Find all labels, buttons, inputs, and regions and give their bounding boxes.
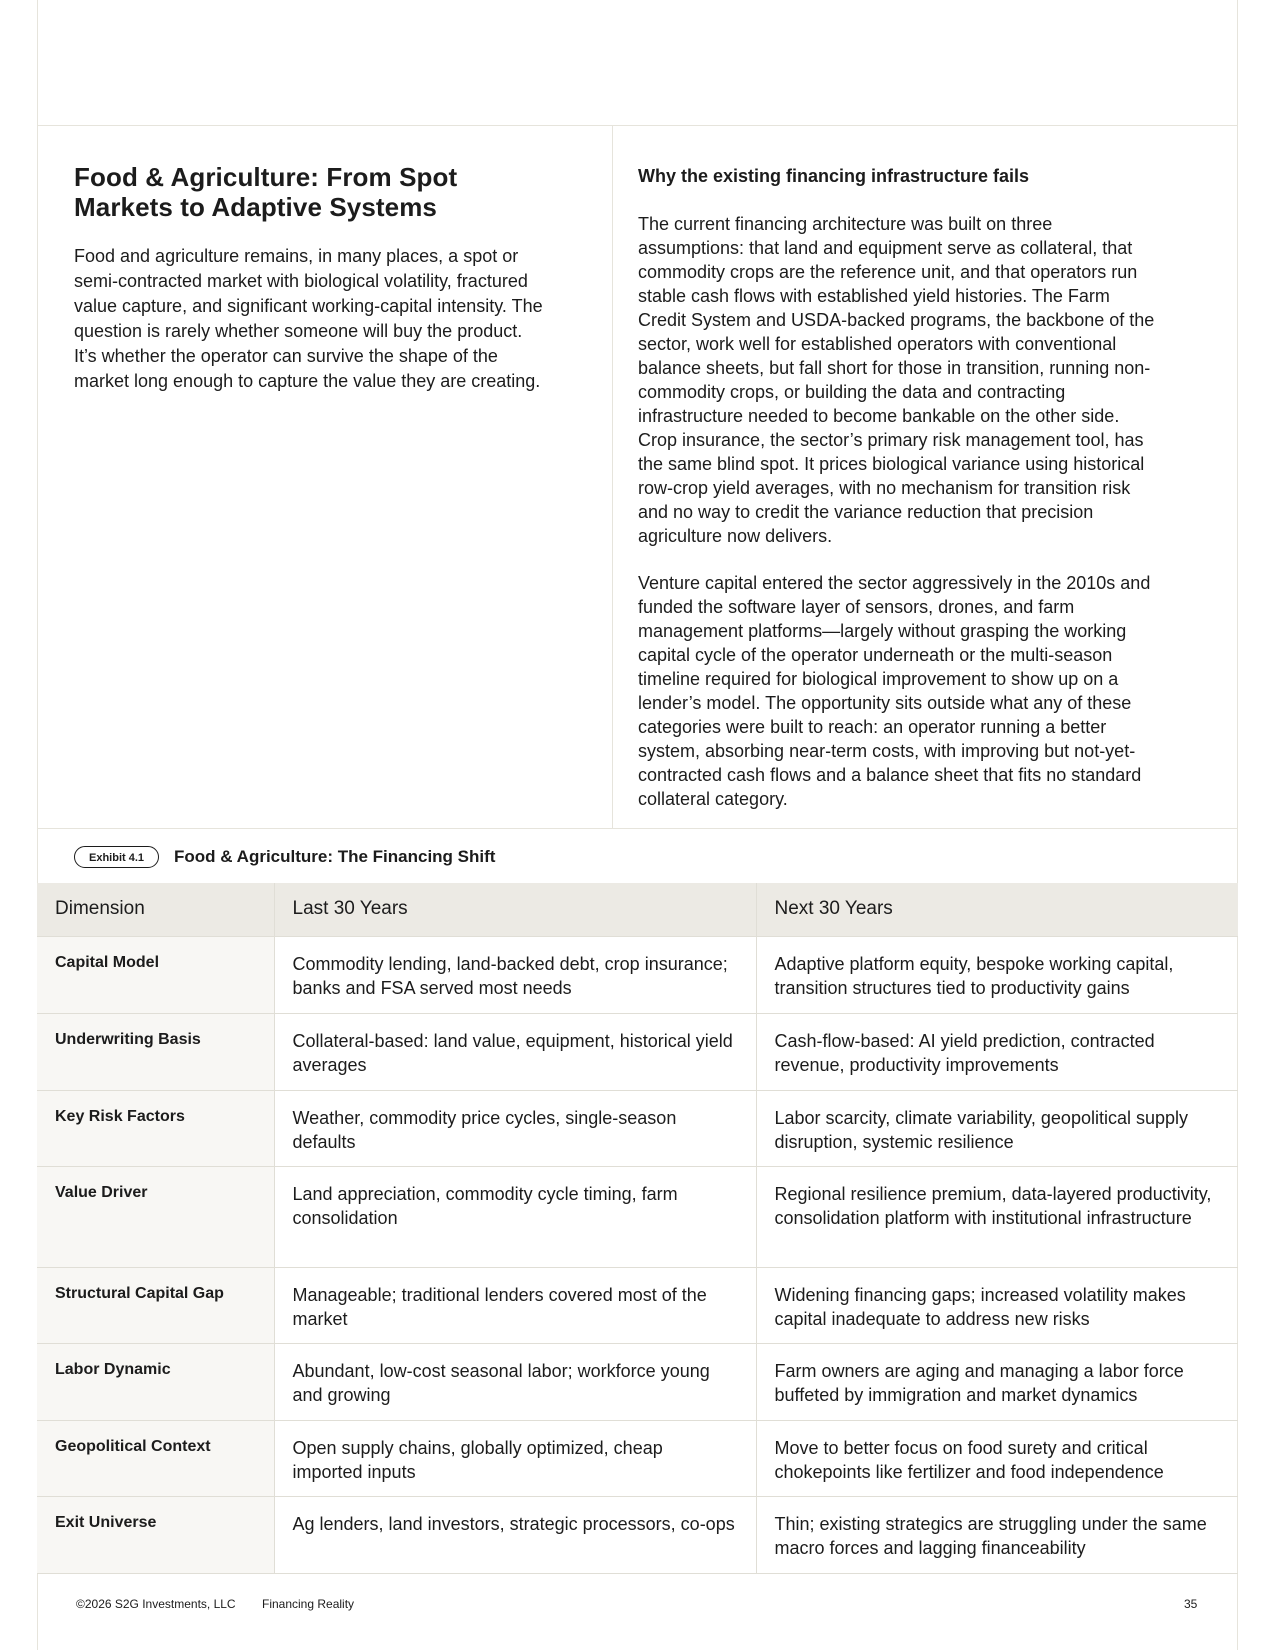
top-divider	[37, 125, 1238, 126]
table-row	[37, 1267, 1238, 1343]
sub-heading: Why the existing financing infrastructure fails	[638, 166, 1030, 186]
last-cell: Ag lenders, land investors, strategic processors, co-ops	[274, 1496, 756, 1573]
dimension-cell: Capital Model	[37, 936, 274, 1013]
next-cell: Move to better focus on food surety and critical chokepoints like fertilizer and food independence	[756, 1420, 1238, 1496]
last-cell: Weather, commodity price cycles, single-season defaults	[274, 1090, 756, 1166]
table-row	[37, 1496, 1238, 1573]
column-header-next: Next 30 Years	[756, 883, 1238, 936]
next-cell: Regional resilience premium, data-layered productivity, consolidation platform with institutional infrastructure	[756, 1166, 1238, 1267]
next-cell: Adaptive platform equity, bespoke working capital, transition structures tied to productivity gains	[756, 936, 1238, 1013]
dimension-cell: Key Risk Factors	[37, 1090, 274, 1166]
dimension-cell: Exit Universe	[37, 1496, 274, 1573]
intro-paragraph: Food and agriculture remains, in many places, a spot or semi-contracted market with biological volatility, fractured value capture, and significant working-capital intensity. The question is rarely whether someone will buy the product. It’s whether the operator can survive the shape of the market long enough to capture the value they are creating.	[74, 246, 543, 391]
dimension-cell: Value Driver	[37, 1166, 274, 1267]
dimension-cell: Labor Dynamic	[37, 1343, 274, 1420]
last-cell: Commodity lending, land-backed debt, crop insurance; banks and FSA served most needs	[274, 936, 756, 1013]
body-paragraph: Venture capital entered the sector aggressively in the 2010s and funded the software layer of sensors, drones, and farm management platforms—largely without grasping the working capital cycle of the operator underneath or the multi-season timeline required for biological improvement to show up on a lender’s model. The opportunity sits outside what any of these categories were built to reach: an operator running a better system, absorbing near-term costs, with improving but not-yet-contracted cash flows and a balance sheet that fits no standard collateral category.	[638, 573, 1151, 809]
last-cell: Collateral-based: land value, equipment, historical yield averages	[274, 1013, 756, 1090]
right-column	[638, 164, 1158, 834]
table-row	[37, 1013, 1238, 1090]
body-paragraph: The current financing architecture was built on three assumptions: that land and equipment serve as collateral, that commodity crops are the reference unit, and that operators run stable cash flows with established yield histories. The Farm Credit System and USDA-backed programs, the backbone of the sector, work well for established operators with conventional balance sheets, but fall short for those in transition, running non-commodity crops, or building the data and contracting infrastructure needed to become bankable on the other side. Crop insurance, the sector’s primary risk management tool, has the same blind spot. It prices biological variance using historical row-crop yield averages, with no mechanism for transition risk and no way to credit the variance reduction that precision agriculture now delivers.	[638, 214, 1155, 546]
last-cell: Abundant, low-cost seasonal labor; workforce young and growing	[274, 1343, 756, 1420]
table-row	[37, 1343, 1238, 1420]
exhibit-badge: Exhibit 4.1	[74, 846, 159, 868]
next-cell: Widening financing gaps; increased volatility makes capital inadequate to address new risks	[756, 1267, 1238, 1343]
column-divider	[612, 125, 613, 828]
column-header-last: Last 30 Years	[274, 883, 756, 936]
footer-copyright: ©2026 S2G Investments, LLC	[76, 1597, 236, 1611]
next-cell: Farm owners are aging and managing a labor force buffeted by immigration and market dynamics	[756, 1343, 1238, 1420]
column-header-dimension: Dimension	[37, 883, 274, 936]
table-row	[37, 936, 1238, 1013]
exhibit-title: Food & Agriculture: The Financing Shift	[174, 847, 496, 866]
dimension-cell: Geopolitical Context	[37, 1420, 274, 1496]
last-cell: Manageable; traditional lenders covered most of the market	[274, 1267, 756, 1343]
dimension-cell: Underwriting Basis	[37, 1013, 274, 1090]
next-cell: Cash-flow-based: AI yield prediction, contracted revenue, productivity improvements	[756, 1013, 1238, 1090]
financing-shift-table	[37, 883, 1238, 1574]
table-row	[37, 1090, 1238, 1166]
table-row	[37, 1420, 1238, 1496]
last-cell: Land appreciation, commodity cycle timing, farm consolidation	[274, 1166, 756, 1267]
dimension-cell: Structural Capital Gap	[37, 1267, 274, 1343]
exhibit-header	[74, 844, 495, 870]
left-column	[74, 162, 544, 394]
table-header-row	[37, 883, 1238, 936]
last-cell: Open supply chains, globally optimized, cheap imported inputs	[274, 1420, 756, 1496]
table-row	[37, 1166, 1238, 1267]
next-cell: Thin; existing strategics are struggling under the same macro forces and lagging financeability	[756, 1496, 1238, 1573]
section-title: Food & Agriculture: From Spot Markets to Adaptive Systems	[74, 162, 458, 222]
next-cell: Labor scarcity, climate variability, geopolitical supply disruption, systemic resilience	[756, 1090, 1238, 1166]
footer-document-title: Financing Reality	[262, 1597, 355, 1611]
page-number: 35	[1184, 1597, 1198, 1611]
